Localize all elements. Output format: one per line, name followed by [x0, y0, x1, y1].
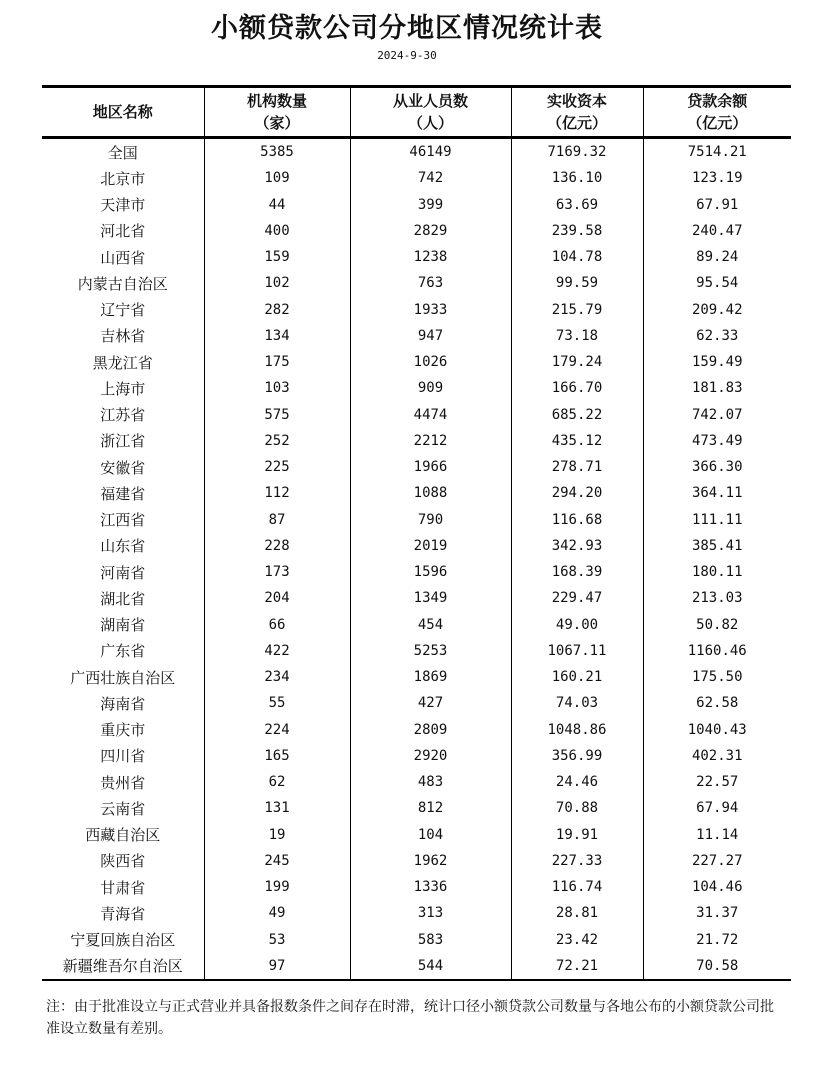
institutions-cell: 199	[204, 874, 350, 900]
region-cell: 湖南省	[100, 616, 146, 635]
employees-cell: 1238	[350, 244, 511, 270]
region-cell: 重庆市	[100, 721, 146, 740]
employees-cell: 1596	[350, 559, 511, 585]
institutions-cell: 234	[204, 664, 350, 690]
paid-in-capital-cell: 227.33	[511, 848, 643, 874]
statistics-table	[42, 85, 791, 981]
institutions-cell: 175	[204, 349, 350, 375]
institutions-cell: 131	[204, 795, 350, 821]
loan-balance-cell: 123.19	[643, 165, 791, 191]
paid-in-capital-cell: 24.46	[511, 769, 643, 795]
institutions-cell: 575	[204, 402, 350, 428]
institutions-cell: 204	[204, 585, 350, 611]
employees-cell: 5253	[350, 638, 511, 664]
table-row	[42, 428, 791, 454]
loan-balance-cell: 175.50	[643, 664, 791, 690]
table-row	[42, 270, 791, 296]
institutions-cell: 252	[204, 428, 350, 454]
institutions-cell: 400	[204, 218, 350, 244]
region-cell: 山东省	[100, 537, 146, 556]
institutions-cell: 225	[204, 454, 350, 480]
employees-cell: 742	[350, 165, 511, 191]
region-cell: 湖北省	[100, 589, 146, 608]
employees-cell: 104	[350, 822, 511, 848]
loan-balance-cell: 11.14	[643, 822, 791, 848]
employees-cell: 1336	[350, 874, 511, 900]
institutions-cell: 134	[204, 323, 350, 349]
table-row	[42, 480, 791, 506]
paid-in-capital-cell: 168.39	[511, 559, 643, 585]
employees-cell: 454	[350, 612, 511, 638]
employees-cell: 909	[350, 375, 511, 401]
table-row	[42, 848, 791, 874]
region-cell: 福建省	[100, 484, 146, 503]
table-row	[42, 874, 791, 900]
table-row	[42, 612, 791, 638]
institutions-cell: 102	[204, 270, 350, 296]
loan-balance-cell: 31.37	[643, 900, 791, 926]
table-row	[42, 638, 791, 664]
employees-cell: 1933	[350, 297, 511, 323]
paid-in-capital-cell: 685.22	[511, 402, 643, 428]
institutions-cell: 422	[204, 638, 350, 664]
employees-cell: 427	[350, 690, 511, 716]
paid-in-capital-cell: 74.03	[511, 690, 643, 716]
column-header-region: 地区名称	[92, 103, 153, 121]
institutions-cell: 228	[204, 533, 350, 559]
table-row	[42, 953, 791, 980]
institutions-cell: 109	[204, 165, 350, 191]
institutions-cell: 5385	[204, 138, 350, 166]
institutions-cell: 282	[204, 297, 350, 323]
region-cell: 新疆维吾尔自治区	[62, 957, 183, 976]
paid-in-capital-cell: 179.24	[511, 349, 643, 375]
loan-balance-cell: 1040.43	[643, 717, 791, 743]
loan-balance-cell: 7514.21	[643, 138, 791, 166]
paid-in-capital-cell: 278.71	[511, 454, 643, 480]
region-cell: 吉林省	[100, 327, 146, 346]
paid-in-capital-cell: 342.93	[511, 533, 643, 559]
loan-balance-cell: 22.57	[643, 769, 791, 795]
region-cell: 上海市	[100, 379, 146, 398]
employees-cell: 1088	[350, 480, 511, 506]
loan-balance-cell: 62.33	[643, 323, 791, 349]
paid-in-capital-cell: 19.91	[511, 822, 643, 848]
region-cell: 西藏自治区	[85, 826, 161, 845]
institutions-cell: 49	[204, 900, 350, 926]
paid-in-capital-cell: 49.00	[511, 612, 643, 638]
employees-cell: 583	[350, 927, 511, 953]
employees-cell: 790	[350, 507, 511, 533]
paid-in-capital-cell: 63.69	[511, 192, 643, 218]
loan-balance-cell: 159.49	[643, 349, 791, 375]
institutions-cell: 112	[204, 480, 350, 506]
paid-in-capital-cell: 73.18	[511, 323, 643, 349]
table-row	[42, 349, 791, 375]
employees-cell: 2829	[350, 218, 511, 244]
institutions-cell: 62	[204, 769, 350, 795]
region-cell: 广西壮族自治区	[70, 668, 176, 687]
region-cell: 海南省	[100, 694, 146, 713]
paid-in-capital-cell: 1048.86	[511, 717, 643, 743]
institutions-cell: 103	[204, 375, 350, 401]
employees-cell: 812	[350, 795, 511, 821]
paid-in-capital-cell: 435.12	[511, 428, 643, 454]
loan-balance-cell: 50.82	[643, 612, 791, 638]
employees-cell: 2019	[350, 533, 511, 559]
table-row	[42, 533, 791, 559]
paid-in-capital-cell: 116.68	[511, 507, 643, 533]
table-row	[42, 585, 791, 611]
paid-in-capital-cell: 23.42	[511, 927, 643, 953]
table-row	[42, 402, 791, 428]
institutions-cell: 55	[204, 690, 350, 716]
employees-cell: 1026	[350, 349, 511, 375]
region-cell: 北京市	[100, 169, 146, 188]
loan-balance-cell: 240.47	[643, 218, 791, 244]
loan-balance-cell: 366.30	[643, 454, 791, 480]
paid-in-capital-cell: 1067.11	[511, 638, 643, 664]
employees-cell: 399	[350, 192, 511, 218]
region-cell: 广东省	[100, 642, 146, 661]
table-row	[42, 244, 791, 270]
region-cell: 天津市	[100, 196, 146, 215]
region-cell: 江苏省	[100, 406, 146, 425]
table-row	[42, 507, 791, 533]
paid-in-capital-cell: 72.21	[511, 953, 643, 980]
region-cell: 贵州省	[100, 773, 146, 792]
table-row	[42, 323, 791, 349]
employees-cell: 46149	[350, 138, 511, 166]
employees-cell: 313	[350, 900, 511, 926]
employees-cell: 1349	[350, 585, 511, 611]
paid-in-capital-cell: 166.70	[511, 375, 643, 401]
region-cell: 河南省	[100, 563, 146, 582]
region-cell: 陕西省	[100, 852, 146, 871]
institutions-cell: 97	[204, 953, 350, 980]
page-title: 小额贷款公司分地区情况统计表	[211, 13, 603, 44]
loan-balance-cell: 70.58	[643, 953, 791, 980]
paid-in-capital-cell: 7169.32	[511, 138, 643, 166]
column-header-institutions: 机构数量 （家）	[204, 87, 350, 138]
paid-in-capital-cell: 28.81	[511, 900, 643, 926]
employees-cell: 1869	[350, 664, 511, 690]
table-row	[42, 927, 791, 953]
table-row	[42, 297, 791, 323]
employees-cell: 2809	[350, 717, 511, 743]
loan-balance-cell: 181.83	[643, 375, 791, 401]
loan-balance-cell: 62.58	[643, 690, 791, 716]
loan-balance-cell: 67.91	[643, 192, 791, 218]
institutions-cell: 224	[204, 717, 350, 743]
region-cell: 云南省	[100, 799, 146, 818]
loan-balance-cell: 111.11	[643, 507, 791, 533]
institutions-cell: 173	[204, 559, 350, 585]
table-row	[42, 192, 791, 218]
institutions-cell: 245	[204, 848, 350, 874]
loan-balance-cell: 1160.46	[643, 638, 791, 664]
paid-in-capital-cell: 160.21	[511, 664, 643, 690]
loan-balance-cell: 209.42	[643, 297, 791, 323]
region-cell: 辽宁省	[100, 301, 146, 320]
institutions-cell: 44	[204, 192, 350, 218]
employees-cell: 2212	[350, 428, 511, 454]
table-row	[42, 375, 791, 401]
institutions-cell: 159	[204, 244, 350, 270]
table-row	[42, 769, 791, 795]
employees-cell: 1966	[350, 454, 511, 480]
region-cell: 青海省	[100, 904, 146, 923]
employees-cell: 947	[350, 323, 511, 349]
loan-balance-cell: 180.11	[643, 559, 791, 585]
employees-cell: 4474	[350, 402, 511, 428]
paid-in-capital-cell: 116.74	[511, 874, 643, 900]
column-header-employees: 从业人员数 （人）	[350, 87, 511, 138]
table-row	[42, 664, 791, 690]
paid-in-capital-cell: 136.10	[511, 165, 643, 191]
region-cell: 全国	[107, 143, 138, 162]
paid-in-capital-cell: 215.79	[511, 297, 643, 323]
table-row	[42, 454, 791, 480]
table-row	[42, 900, 791, 926]
table-row	[42, 165, 791, 191]
loan-balance-cell: 104.46	[643, 874, 791, 900]
paid-in-capital-cell: 229.47	[511, 585, 643, 611]
table-row	[42, 795, 791, 821]
region-cell: 甘肃省	[100, 878, 146, 897]
table-row	[42, 559, 791, 585]
region-cell: 宁夏回族自治区	[70, 931, 176, 950]
loan-balance-cell: 385.41	[643, 533, 791, 559]
table-row	[42, 690, 791, 716]
region-cell: 四川省	[100, 747, 146, 766]
table-header-row	[42, 87, 791, 138]
report-date: 2024-9-30	[377, 49, 437, 62]
paid-in-capital-cell: 99.59	[511, 270, 643, 296]
column-header-loan-balance: 贷款余额 （亿元）	[643, 87, 791, 138]
table-row	[42, 218, 791, 244]
paid-in-capital-cell: 294.20	[511, 480, 643, 506]
region-cell: 浙江省	[100, 432, 146, 451]
paid-in-capital-cell: 70.88	[511, 795, 643, 821]
region-cell: 江西省	[100, 511, 146, 530]
paid-in-capital-cell: 356.99	[511, 743, 643, 769]
employees-cell: 544	[350, 953, 511, 980]
loan-balance-cell: 95.54	[643, 270, 791, 296]
column-header-paid-in-capital: 实收资本 （亿元）	[511, 87, 643, 138]
table-body	[42, 138, 791, 981]
table-row	[42, 822, 791, 848]
region-cell: 黑龙江省	[92, 353, 153, 372]
institutions-cell: 19	[204, 822, 350, 848]
loan-balance-cell: 67.94	[643, 795, 791, 821]
region-cell: 山西省	[100, 248, 146, 267]
employees-cell: 2920	[350, 743, 511, 769]
loan-balance-cell: 364.11	[643, 480, 791, 506]
table-row	[42, 138, 791, 166]
loan-balance-cell: 227.27	[643, 848, 791, 874]
loan-balance-cell: 402.31	[643, 743, 791, 769]
loan-balance-cell: 21.72	[643, 927, 791, 953]
institutions-cell: 66	[204, 612, 350, 638]
region-cell: 安徽省	[100, 458, 146, 477]
loan-balance-cell: 742.07	[643, 402, 791, 428]
loan-balance-cell: 473.49	[643, 428, 791, 454]
loan-balance-cell: 213.03	[643, 585, 791, 611]
loan-balance-cell: 89.24	[643, 244, 791, 270]
paid-in-capital-cell: 104.78	[511, 244, 643, 270]
employees-cell: 1962	[350, 848, 511, 874]
paid-in-capital-cell: 239.58	[511, 218, 643, 244]
institutions-cell: 53	[204, 927, 350, 953]
table-row	[42, 717, 791, 743]
footnote: 注：由于批准设立与正式营业并具备报数条件之间存在时滞，统计口径小额贷款公司数量与各地公布的小额贷款公司批准设立数量有差别。	[46, 999, 774, 1037]
institutions-cell: 165	[204, 743, 350, 769]
institutions-cell: 87	[204, 507, 350, 533]
region-cell: 河北省	[100, 222, 146, 241]
employees-cell: 483	[350, 769, 511, 795]
table-row	[42, 743, 791, 769]
employees-cell: 763	[350, 270, 511, 296]
region-cell: 内蒙古自治区	[77, 274, 168, 293]
